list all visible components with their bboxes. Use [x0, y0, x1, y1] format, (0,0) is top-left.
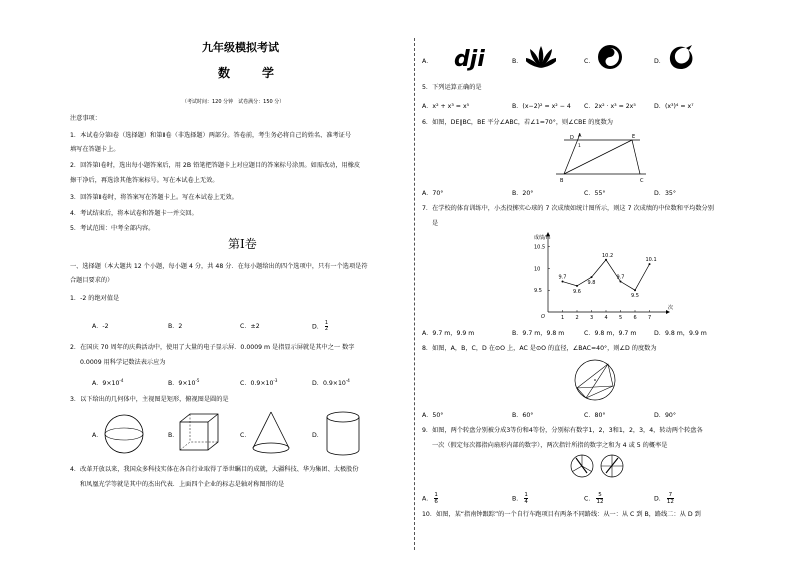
q6-stem: 6．如图，DE∥BC，BE 平分∠ABC，若∠1=70°，则∠CBE 的度数为 — [422, 119, 613, 126]
note-2a: 2．回答第Ⅰ卷时，选出每小题答案后，用 2B 铅笔把答题卡上对应题目的答案标号涂黑。如需改动，用橡皮 — [70, 162, 361, 169]
q2-option-c — [240, 378, 277, 387]
q6-option-b: B．20° — [512, 190, 534, 197]
q9-a-label: A． — [422, 495, 433, 503]
q8-option-c: C．80° — [584, 412, 606, 419]
q5-stem: 5．下列运算正确的是 — [422, 84, 482, 91]
q9-b-denominator: 4 — [524, 499, 528, 505]
q3-option-a: A． — [92, 432, 103, 439]
right-column — [422, 0, 772, 562]
data-label: 10.2 — [602, 252, 614, 259]
q9-spinners-figure — [568, 452, 628, 480]
notes-heading: 注意事项： — [70, 115, 101, 122]
q7-option-a: A．9.7 m，9.9 m — [422, 330, 475, 337]
q9-d-denominator: 12 — [666, 499, 674, 505]
q5-option-d: D．(x³)⁴ = x⁷ — [654, 103, 694, 110]
q9-option-d — [654, 492, 674, 505]
cylinder-figure — [324, 410, 362, 458]
q1-option-d-label: D． — [312, 323, 323, 331]
q7-stem-b: 是 — [432, 220, 439, 227]
q6-label-e: E — [632, 134, 636, 140]
y-tick-label: 10 — [534, 266, 541, 273]
q2-c-base: C．0.9×10 — [240, 380, 274, 388]
q9-a-numerator: 1 — [434, 492, 438, 498]
x-tick-label: 3 — [590, 315, 594, 321]
q9-stem-b: 一次（假定每次都指向扇形内部的数字），两次指针所指的数字之和为 4 或 5 的概率是 — [432, 442, 668, 449]
q5-option-a: A．x² + x³ = x⁵ — [422, 103, 470, 110]
data-label: 9.6 — [573, 288, 581, 295]
q3-option-c: C． — [240, 432, 251, 439]
q6-label-b: B — [560, 178, 564, 184]
note-3: 3．回答第Ⅱ卷时，将答案写在答题卡上。写在本试卷上无效。 — [70, 194, 238, 201]
section-title: 第Ⅰ卷 — [228, 237, 257, 251]
left-column — [70, 0, 410, 562]
q4-stem-a: 4．改革开放以来，我国众多科技实体在各自行业取得了举世瞩目的成就，大疆科技、华为集团、太极股份 — [70, 466, 359, 473]
huawei-logo — [526, 42, 556, 72]
data-label: 9.7 — [616, 274, 625, 281]
q2-option-a — [92, 378, 123, 387]
x-tick-label: 7 — [648, 315, 652, 321]
q9-b-numerator: 1 — [524, 492, 528, 498]
x-tick-label: 5 — [619, 315, 623, 321]
q6-label-c: C — [640, 178, 644, 184]
data-point — [591, 276, 593, 278]
q9-stem-a: 9．如图，两个转盘分别被分成3等份和4等份，分别标有数字1，2，3和1，2，3，4，转动两个转盘各 — [422, 427, 703, 434]
q8-option-b: B．60° — [512, 412, 534, 419]
q10-stem: 10．如图，某“指南钟跟踪”的一个自行车跑项目有两条不同路线：从一：从 C 到 B，路线二：从 D 到 — [422, 511, 701, 518]
q6-label-a: A — [578, 133, 582, 139]
x-axis-label: 次 — [668, 305, 674, 311]
data-label: 9.5 — [631, 293, 639, 300]
q1-option-d — [312, 321, 328, 332]
phoenix-logo — [666, 42, 696, 72]
q1-option-b: B．2 — [168, 323, 183, 330]
q9-c-label: C． — [584, 495, 595, 503]
data-label: 10.1 — [645, 257, 657, 264]
note-4: 4．考试结束后，将本试卷和答题卡一并交回。 — [70, 210, 198, 217]
data-point — [634, 289, 636, 291]
q2-stem-a: 2．在国庆 70 周年的庆典活动中，使用了大量的电子显示屏．0.0009 m 是指显示屏就是其中之一 数字 — [70, 344, 355, 351]
q2-option-b — [168, 378, 199, 387]
q8-option-d: D．90° — [654, 412, 676, 419]
q6-option-d: D．35° — [654, 190, 676, 197]
data-point — [620, 281, 622, 283]
q9-c-fraction — [596, 492, 603, 505]
series-line — [563, 260, 650, 290]
q2-b-base: B．9×10 — [168, 380, 196, 388]
note-1b: 填写在答题卡上。 — [70, 146, 120, 153]
q2-option-d — [312, 378, 350, 387]
x-tick-label: 2 — [575, 315, 579, 321]
logo-option-d: D． — [654, 58, 665, 65]
q2-d-exponent: -4 — [345, 378, 350, 383]
x-tick-label: 1 — [561, 315, 565, 321]
data-point — [649, 263, 651, 265]
q9-option-a — [422, 492, 438, 505]
q5-option-b: B．(x−2)² = x² − 4 — [512, 103, 571, 110]
y-axis-label: 成绩/m — [534, 235, 551, 241]
q2-c-exponent: -3 — [273, 378, 278, 383]
q9-option-b — [512, 492, 528, 505]
q6-option-c: C．55° — [584, 190, 606, 197]
logo-option-c: C． — [584, 58, 595, 65]
q9-b-fraction — [524, 492, 528, 505]
q2-a-base: A．9×10 — [92, 380, 120, 388]
q1-d-denominator: 2 — [324, 326, 329, 332]
q8-option-a: A．50° — [422, 412, 444, 419]
q6-label-d: D — [570, 135, 574, 141]
x-tick-label: 4 — [604, 315, 608, 321]
q9-d-label: D． — [654, 495, 665, 503]
dji-logo — [452, 44, 502, 72]
q5-option-c: C．2x² · x³ = 2x⁵ — [584, 103, 636, 110]
q1-stem: 1．-2 的绝对值是 — [70, 295, 120, 302]
q9-d-fraction — [667, 492, 674, 505]
q9-b-label: B． — [512, 495, 523, 503]
q7-line-chart — [526, 230, 676, 324]
column-divider — [414, 38, 415, 550]
q1-option-c: C．±2 — [240, 323, 260, 330]
q8-circle-figure — [570, 356, 620, 404]
q9-c-numerator: 5 — [598, 492, 602, 498]
q3-option-d: D． — [312, 432, 323, 439]
x-tick-label: 6 — [633, 315, 637, 321]
note-1a: 1．本试卷分第Ⅰ卷（选择题）和第Ⅱ卷（非选择题）两部分。答卷前，考生务必将自己的姓名、准考证号 — [70, 132, 352, 139]
q7-option-b: B．9.7 m，9.8 m — [512, 330, 565, 337]
cube-figure — [178, 412, 222, 454]
q2-stem-b: 0.0009 用科学记数法表示应为 — [80, 359, 166, 366]
dji-logo-text: dji — [454, 47, 485, 72]
subject-title: 数 学 — [218, 66, 285, 80]
q4-stem-b: 和凤凰光学等就是其中的杰出代表．上面四个企业的标志是轴对称图形的是 — [80, 481, 285, 488]
section-intro-b: 合题目要求的） — [70, 277, 114, 284]
q1-d-numerator: 1 — [324, 320, 329, 326]
q6-option-a: A．70° — [422, 190, 444, 197]
q2-a-exponent: -4 — [119, 378, 124, 383]
data-label: 9.8 — [587, 280, 596, 287]
q6-angle-1: 1 — [578, 144, 581, 149]
q8-stem: 8．如图，A，B，C，D 在⊙O 上，AC 是⊙O 的直径，∠BAC=40°，则∠D 的度数为 — [422, 345, 657, 352]
note-2b: 擦干净后，再选涂其他答案标号。写在本试卷上无效。 — [70, 177, 219, 184]
note-5: 5．考试范围：中考全部内容。 — [70, 225, 155, 232]
origin-label: O — [541, 314, 545, 320]
q7-option-c: C．9.8 m，9.7 m — [584, 330, 637, 337]
q9-a-denominator: 6 — [434, 499, 438, 505]
taiji-logo — [596, 43, 624, 71]
q7-option-d: D．9.8 m，9.9 m — [654, 330, 707, 337]
data-point — [576, 285, 578, 287]
q9-d-numerator: 7 — [668, 492, 673, 498]
y-tick-label: 9.5 — [534, 288, 542, 295]
logo-option-b: B． — [512, 58, 523, 65]
q1-option-d-fraction — [325, 321, 328, 332]
q2-b-exponent: -5 — [195, 378, 200, 383]
exam-title: 九年级模拟考试 — [202, 41, 279, 54]
cone-figure — [250, 410, 292, 456]
sphere-figure — [102, 412, 146, 456]
q3-option-b: B． — [168, 432, 179, 439]
q7-stem-a: 7．在学校的体育训练中，小杰投掷实心球的 7 次成绩如统计图所示，则这 7 次成绩的中位数和平均数分别 — [422, 205, 714, 212]
q9-a-fraction — [434, 492, 438, 505]
q9-option-c — [584, 492, 603, 505]
data-point — [562, 281, 564, 283]
data-label: 9.7 — [558, 274, 567, 281]
y-tick-label: 10.5 — [534, 244, 546, 251]
q9-c-denominator: 12 — [596, 499, 604, 505]
data-point — [605, 259, 607, 261]
q3-stem: 3．以下给出的几何体中，主视图是矩形，俯视图是圆的是 — [70, 396, 229, 403]
q2-d-base: D．0.9×10 — [312, 380, 346, 388]
q1-option-a: A．-2 — [92, 323, 109, 330]
q6-parallel-figure — [552, 130, 652, 186]
logo-option-a: A． — [422, 58, 433, 65]
section-intro-a: 一、选择题（本大题共 12 个小题，每小题 4 分，共 48 分．在每小题给出的四个选项中，只有一个选项是符 — [70, 263, 368, 270]
exam-meta: （考试时间：120 分钟 试卷满分：150 分） — [182, 99, 285, 105]
